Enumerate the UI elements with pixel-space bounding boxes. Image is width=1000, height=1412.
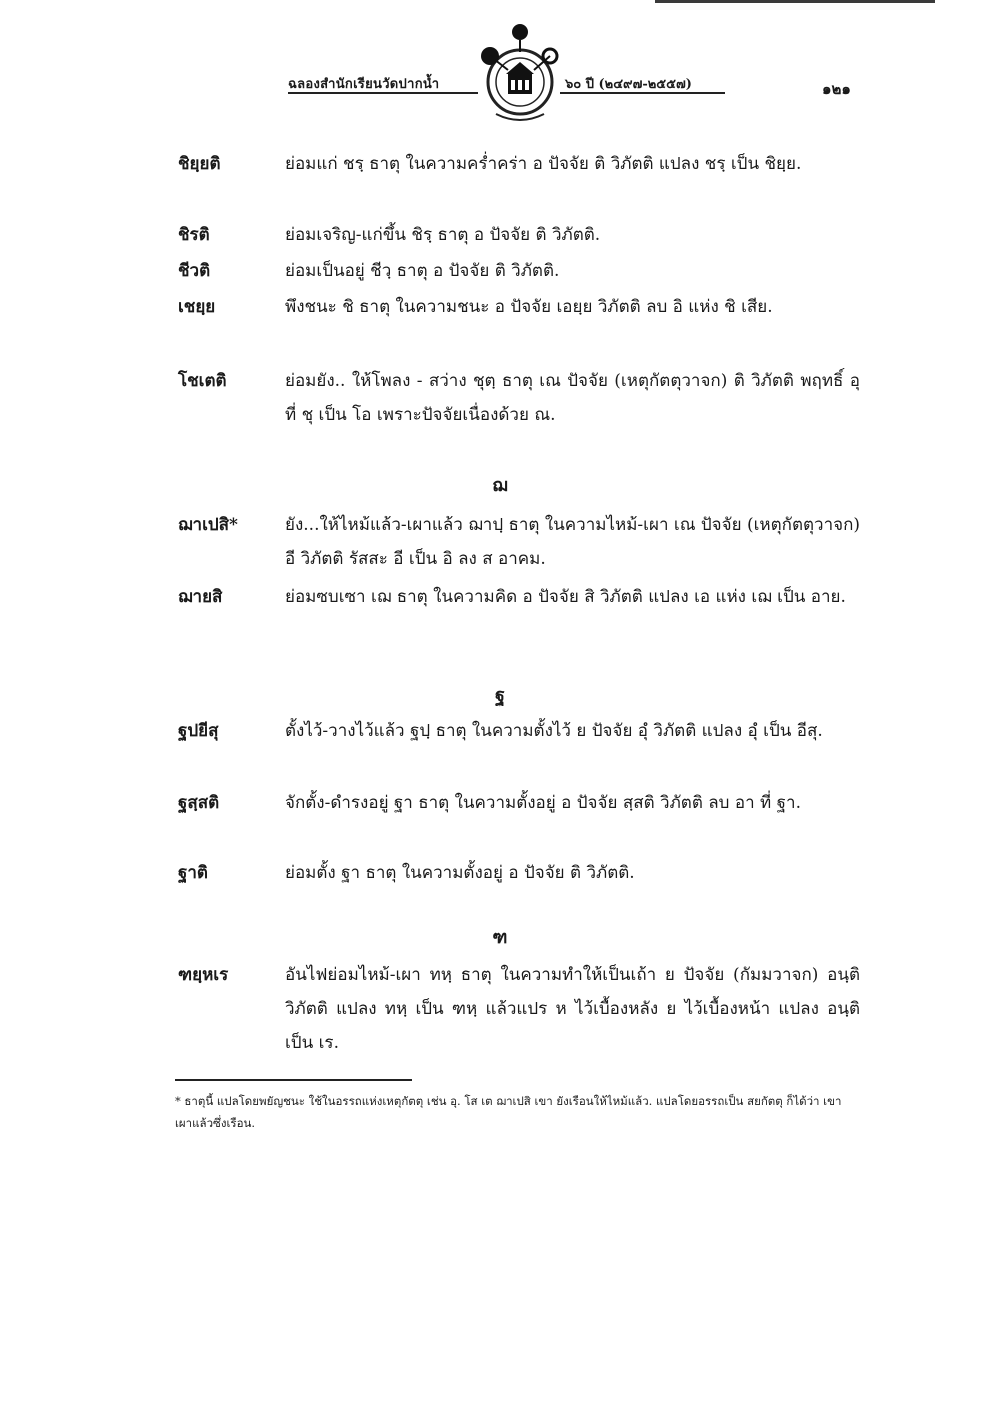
entry-definition: ย่อมแก่ ชรฺ ธาตุ ในความคร่ำคร่า อ ปัจจัย ติ วิภัตติ แปลง ชรฺ เป็น ชิยฺย.	[285, 154, 802, 174]
footnote-rule	[175, 1079, 412, 1081]
entry-definition: ยัง...ให้ไหม้แล้ว-เผาแล้ว ฌาปฺ ธาตุ ในความไหม้-เผา เณ ปัจจัย (เหตุกัตตุวาจก) อี วิภัตติ รัสสะ อี เป็น อิ ลง ส อาคม.	[285, 515, 861, 569]
entry-definition: อันไฟย่อมไหม้-เผา ทหฺ ธาตุ ในความทำให้เป็นเถ้า ย ปัจจัย (กัมมวาจก) อนฺติ วิภัตติ แปลง ทหฺ เป็น ฑหฺ แล้วแปร ห ไว้เบื้องหลัง ย ไว้เบื้องหน้า แปลง อนฺติ เป็น เร.	[285, 965, 860, 1053]
temple-emblem-icon	[478, 22, 562, 126]
entry-term: ชิยฺยติ	[178, 154, 221, 174]
entry-definition: ย่อมเจริญ-แก่ขึ้น ชิรฺ ธาตุ อ ปัจจัย ติ วิภัตติ.	[285, 225, 601, 245]
entry-term: ชิรติ	[178, 225, 210, 245]
entry-definition: จักตั้ง-ดำรงอยู่ ฐา ธาตุ ในความตั้งอยู่ อ ปัจจัย สฺสติ วิภัตติ ลบ อา ที่ ฐา.	[285, 793, 801, 813]
entry-definition: ย่อมยัง.. ให้โพลง - สว่าง ชุตฺ ธาตุ เณ ปัจจัย (เหตุกัตตุวาจก) ติ วิภัตติ พฤทธิ์ อุ ที่ ชุ เป็น โอ เพราะปัจจัยเนื่องด้วย ณ.	[285, 371, 860, 425]
entry-definition: ย่อมเป็นอยู่ ชีวฺ ธาตุ อ ปัจจัย ติ วิภัตติ.	[285, 261, 560, 281]
header-left-text: ฉลองสำนักเรียนวัดปากน้ำ	[288, 77, 440, 92]
entry-definition: พึงชนะ ชิ ธาตุ ในความชนะ อ ปัจจัย เอยฺย วิภัตติ ลบ อิ แห่ง ชิ เสีย.	[285, 297, 773, 317]
entry-term: ชีวติ	[178, 261, 211, 281]
header-left-underline	[288, 92, 478, 94]
entry-term: ฐสฺสติ	[178, 793, 220, 813]
entry-definition: ตั้งไว้-วางไว้แล้ว ฐปฺ ธาตุ ในความตั้งไว้ ย ปัจจัย อุํ วิภัตติ แปลง อุํ เป็น อีสุ.	[285, 721, 823, 741]
entry-term: ฌาเปสิ*	[178, 515, 238, 535]
entry-term: ฐปยีสุ	[178, 721, 219, 741]
entry-definition: ย่อมซบเซา เฌ ธาตุ ในความคิด อ ปัจจัย สิ วิภัตติ แปลง เอ แห่ง เฌ เป็น อาย.	[285, 587, 846, 607]
footnote: * ธาตุนี้ แปลโดยพยัญชนะ ใช้ในอรรถแห่งเหตุกัตตุ เช่น อุ. โส เต ฌาเปสิ เขา ยังเรือนให้ไหม้แล้ว. แปลโดยอรรถเป็น สยกัตตุ ก็ได้ว่า เขา เผาแล้วซึ่งเรือน.	[175, 1094, 842, 1130]
entry-definition: ย่อมตั้ง ฐา ธาตุ ในความตั้งอยู่ อ ปัจจัย ติ วิภัตติ.	[285, 863, 635, 883]
header-center-text: ๖๐ ปี (๒๔๙๗-๒๕๕๗)	[565, 77, 692, 92]
section-heading-nya: ฌ	[492, 475, 508, 496]
header-center-underline	[560, 92, 725, 94]
entry-term: ฑยฺหเร	[178, 965, 229, 985]
section-heading-da: ฑ	[492, 927, 508, 948]
entry-term: ฐาติ	[178, 863, 208, 883]
entry-term: โชเตติ	[178, 371, 227, 391]
entry-term: ฌายสิ	[178, 587, 223, 607]
page-number: ๑๒๑	[822, 80, 851, 98]
page-header	[0, 0, 1000, 130]
entry-term: เชยฺย	[178, 297, 216, 317]
section-heading-tha: ฐ	[495, 685, 505, 706]
